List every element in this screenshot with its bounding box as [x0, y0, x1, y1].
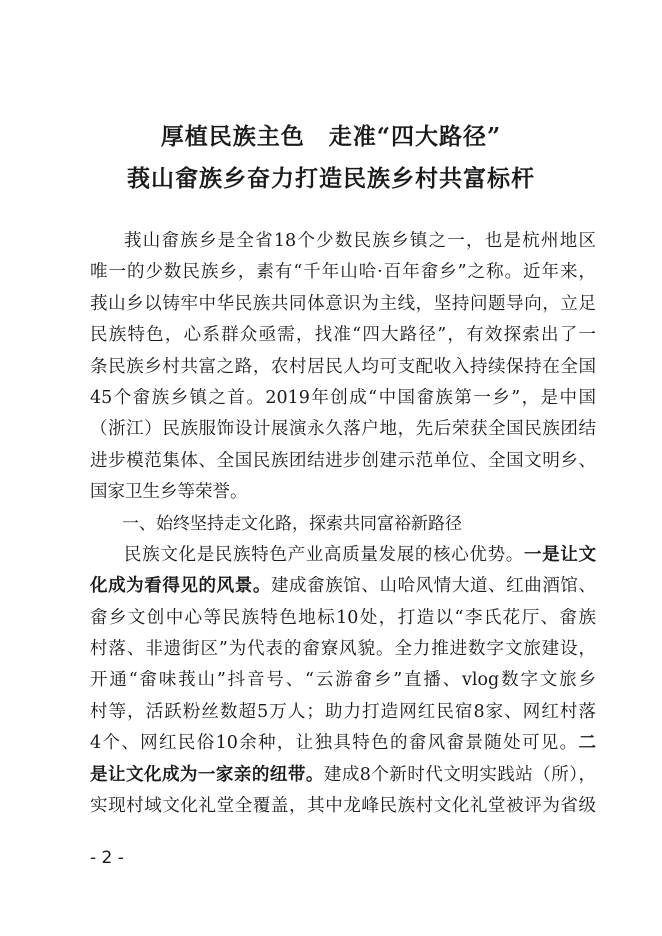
text-line: 实现村域文化礼堂全覆盖，其中龙峰民族村文化礼堂被评为省级 [90, 796, 596, 817]
text-line: 进步模范集体、全国民族团结进步创建示范单位、全国文明乡、 [90, 450, 596, 471]
bold-run: 是让文化成为一家亲的纽带。 [90, 764, 324, 785]
bold-run: 一是让文 [523, 544, 596, 565]
text-line: 唯一的少数民族乡，素有“千年山哈·百年畲乡”之称。近年来， [90, 262, 596, 283]
text-run: 民族文化是民族特色产业高质量发展的核心优势。 [124, 544, 524, 565]
text-line: 条民族乡村共富之路，农村居民人均可支配收入持续保持在全国 [90, 356, 596, 377]
text-run: 4个、网红民俗10余种，让独具特色的畲风畲景随处可见。 [90, 733, 579, 754]
text-line: 民族特色，心系群众亟需，找准“四大路径”，有效探索出了一 [90, 325, 596, 346]
document-body [90, 226, 596, 822]
text-line: 开通“畲味莪山”抖音号、“云游畲乡”直播、vlog数字文旅乡 [90, 670, 596, 691]
text-line: （浙江）民族服饰设计展演永久落户地，先后荣获全国民族团结 [90, 419, 596, 440]
text-line: 畲乡文创中心等民族特色地标10处，打造以“李氏花厅、畲族 [90, 607, 596, 628]
text-line: 45个畲族乡镇之首。2019年创成“中国畲族第一乡”，是中国 [90, 387, 596, 408]
text-run: 建成8个新时代文明实践站（所）， [323, 764, 596, 785]
text-line: 村等，活跃粉丝数超5万人；助力打造网红民宿8家、网红村落 [90, 701, 596, 722]
document-title-line-1: 厚植民族主色 走准“四大路径” [160, 123, 502, 150]
text-line [90, 760, 596, 791]
document-title-line-2: 莪山畲族乡奋力打造民族乡村共富标杆 [127, 165, 535, 192]
section-paragraph [90, 540, 596, 823]
text-line: 村落、非遗街区”为代表的畲寮风貌。全力推进数字文旅建设， [90, 639, 596, 660]
text-line [90, 571, 596, 602]
section-heading: 一、始终坚持走文化路，探索共同富裕新路径 [122, 513, 462, 534]
page-number: - 2 - [90, 848, 124, 868]
intro-paragraph [90, 226, 596, 509]
text-line: 莪山畲族乡是全省18个少数民族乡镇之一，也是杭州地区 [124, 231, 596, 251]
text-line: 国家卫生乡等荣誉。 [90, 482, 248, 503]
bold-run: 二 [578, 733, 596, 754]
text-run: 建成畲族馆、山哈风情大道、红曲酒馆、 [270, 576, 596, 597]
text-line [90, 728, 596, 759]
text-line [90, 540, 596, 571]
text-line: 莪山乡以铸牢中华民族共同体意识为主线，坚持问题导向，立足 [90, 293, 596, 314]
bold-run: 化成为看得见的风景。 [90, 576, 271, 597]
